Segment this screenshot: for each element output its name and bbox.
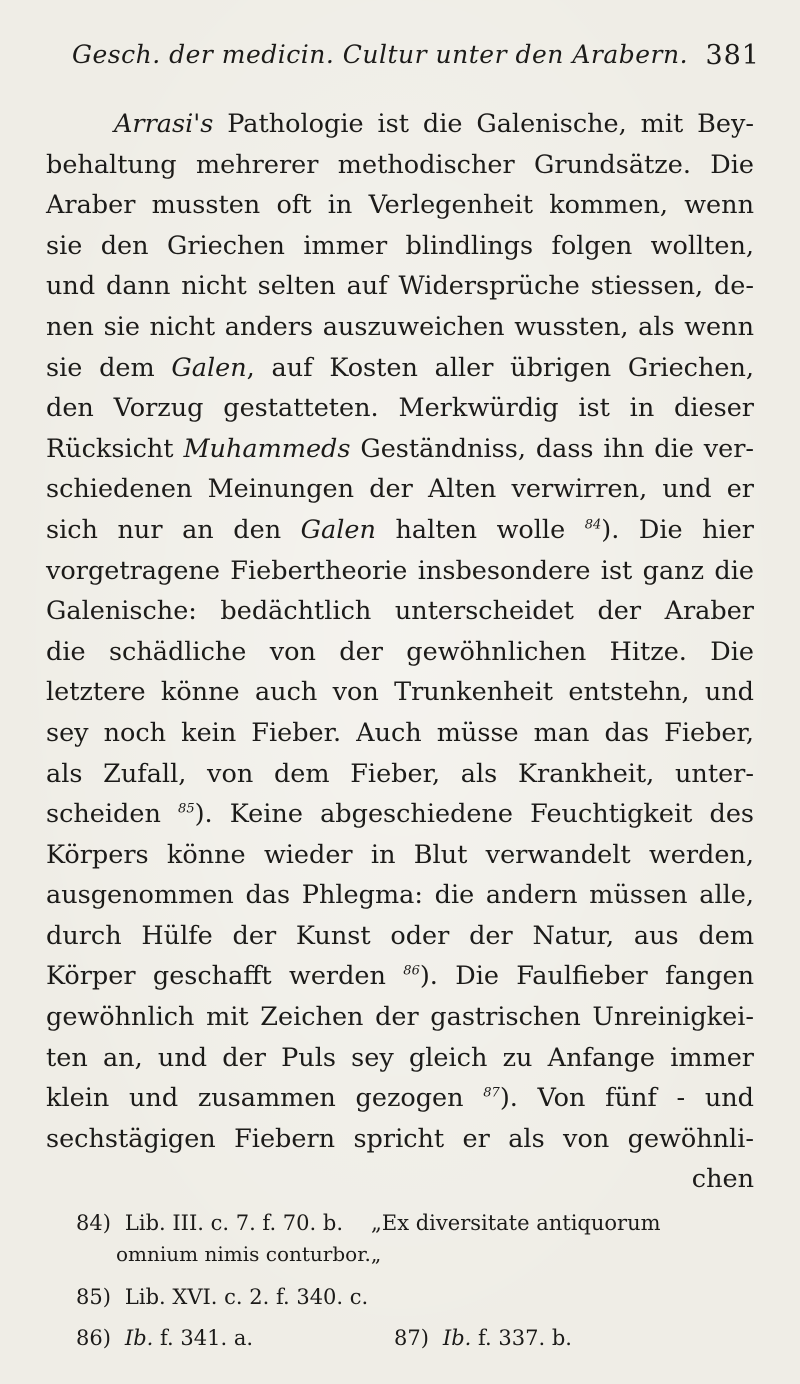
author-name: Galen [171, 352, 247, 383]
text-segment: klein und zusammen gezogen [46, 1083, 484, 1114]
text-line: gewöhnlich mit Zeichen der gastrischen Unreinigkei- [46, 1002, 754, 1033]
text-line [46, 956, 754, 997]
text-segment: Geständniss, dass ihn die ver- [350, 433, 755, 464]
footnote-ref: 87 [483, 1085, 500, 1101]
text-segment: halten wolle [375, 514, 585, 545]
footnote-86 [76, 1326, 253, 1350]
running-head: Gesch. der medicin. Cultur unter den Arabern. [72, 40, 689, 69]
footnote-84 [76, 1206, 756, 1240]
text-line: sie den Griechen immer blindlings folgen wollten, [46, 230, 754, 261]
text-line: vorgetragene Fiebertheorie insbesondere ist ganz die [46, 555, 754, 586]
author-name: Arrasi's [114, 109, 214, 139]
footnote-quote: „Ex diversitate antiquorum [371, 1211, 661, 1235]
text-line: durch Hülfe der Kunst oder der Natur, aus dem [46, 920, 754, 951]
ibidem: Ib. [442, 1326, 472, 1350]
text-line [46, 794, 754, 835]
footnote-citation: Lib. III. c. 7. f. 70. b. [124, 1211, 344, 1235]
footnote-ref: 85 [178, 801, 195, 817]
text-segment: sich nur an den [46, 514, 301, 545]
text-line: behaltung mehrerer methodischer Grundsätze. Die [46, 149, 754, 180]
ibidem: Ib. [124, 1326, 154, 1350]
text-line: ausgenommen das Phlegma: die andern müssen alle, [46, 880, 754, 911]
text-line: sey noch kein Fieber. Auch müsse man das Fieber, [46, 717, 754, 748]
text-line: sechstägigen Fiebern spricht er als von gewöhnli- [46, 1123, 754, 1154]
text-line [46, 510, 754, 551]
footnote-ref: 86 [403, 963, 420, 979]
footnotes [76, 1206, 756, 1358]
text-line: als Zufall, von dem Fieber, als Krankheit, unter- [46, 758, 754, 789]
footnote-citation: Lib. XVI. c. 2. f. 340. c. [124, 1285, 369, 1309]
text-segment: sie dem [46, 352, 172, 383]
text-segment: ). Von fünf - und [499, 1083, 754, 1114]
footnote-label: 85) [76, 1285, 111, 1309]
text-line: ten an, und der Puls sey gleich zu Anfange immer [46, 1042, 754, 1073]
text-segment: scheiden [46, 799, 179, 830]
text-segment: ). Die hier [601, 514, 754, 545]
author-name: Galen [300, 514, 376, 545]
text-line: und dann nicht selten auf Widersprüche stiessen, de- [46, 271, 754, 302]
footnote-label: 87) [394, 1326, 429, 1350]
footnotes-86-87 [76, 1318, 756, 1358]
page-number: 381 [705, 40, 760, 71]
text-line: Körpers könne wieder in Blut verwandelt werden, [46, 839, 754, 870]
footnote-label: 84) [76, 1211, 111, 1235]
footnote-label: 86) [76, 1326, 111, 1350]
text-line [46, 429, 754, 470]
footnote-citation: f. 341. a. [153, 1326, 254, 1350]
text-segment: ). Die Faulfieber fangen [419, 961, 754, 992]
footnote-84-continuation: omnium nimis conturbor.„ [116, 1242, 382, 1266]
footnote-citation: f. 337. b. [471, 1326, 572, 1350]
text-segment: Rücksicht [46, 433, 184, 464]
text-line: schiedenen Meinungen der Alten verwirren, und er [46, 474, 754, 505]
text-segment: , auf Kosten aller übrigen Griechen, [246, 352, 754, 383]
text-line: Galenische: bedächtlich unterscheidet der Araber [46, 596, 754, 627]
footnote-87 [394, 1318, 572, 1358]
text-line: den Vorzug gestatteten. Merkwürdig ist in dieser [46, 393, 754, 424]
text-line [46, 1078, 754, 1119]
text-line: die schädliche von der gewöhnlichen Hitze. Die [46, 636, 754, 667]
text-segment: Pathologie ist die Galenische, mit Bey- [213, 109, 754, 139]
text-line [46, 104, 754, 145]
body-text [46, 104, 754, 1200]
text-segment: ). Keine abgeschiedene Feuchtigkeit des [194, 799, 755, 830]
text-line [46, 348, 754, 389]
text-line: nen sie nicht anders auszuweichen wussten, als wenn [46, 311, 754, 342]
footnote-ref: 84 [584, 517, 602, 533]
text-segment: Körper geschafft werden [46, 961, 404, 992]
footnote-85 [76, 1276, 756, 1318]
author-name: Muhammeds [183, 433, 351, 464]
text-line: Araber mussten oft in Verlegenheit kommen, wenn [46, 190, 754, 221]
catchword: chen [691, 1164, 754, 1195]
page-header [72, 40, 760, 84]
text-line: letztere könne auch von Trunkenheit entstehn, und [46, 677, 754, 708]
